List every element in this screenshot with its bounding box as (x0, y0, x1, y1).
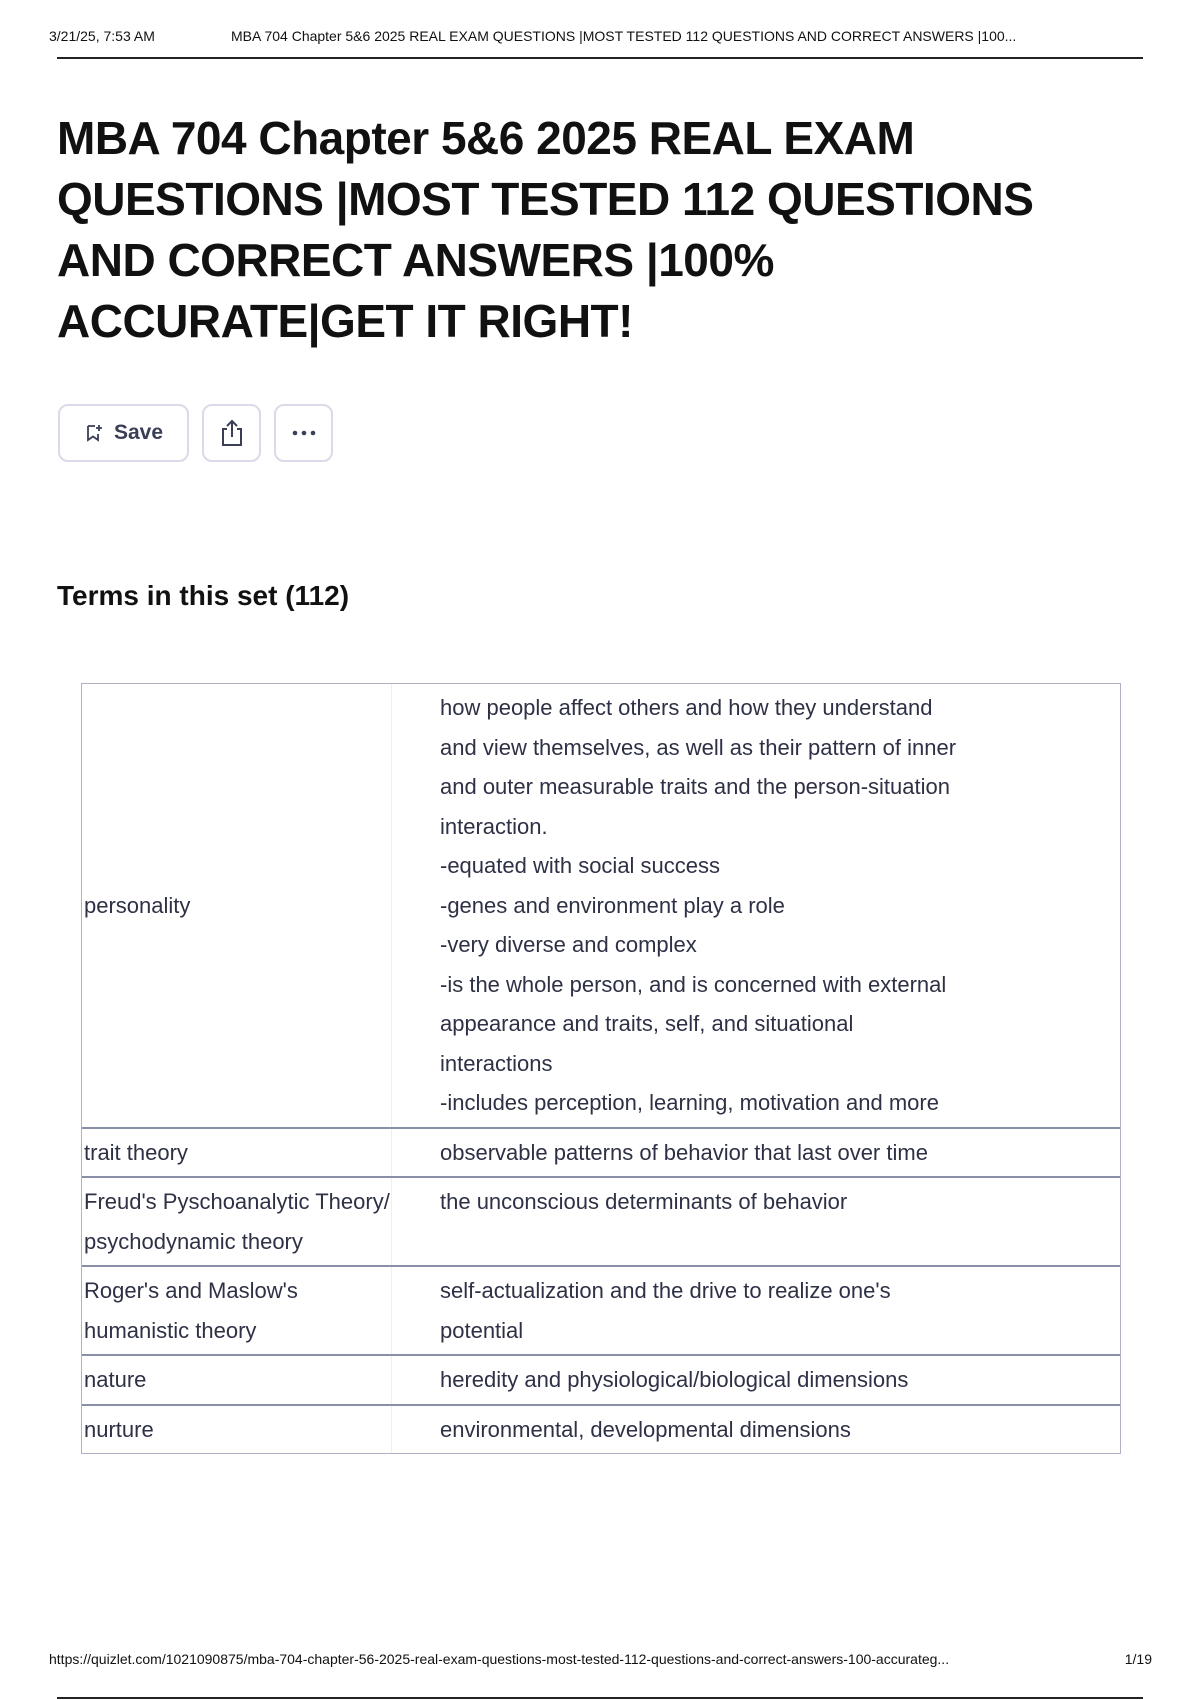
share-icon (218, 418, 246, 448)
definition-line: self-actualization and the drive to realize one's (440, 1278, 891, 1303)
save-button-label: Save (113, 421, 164, 444)
definition-line: appearance and traits, self, and situational (440, 1011, 854, 1036)
term-definition (392, 1356, 1120, 1404)
more-options-icon (290, 429, 318, 437)
footer-divider (57, 1697, 1143, 1699)
terms-heading: Terms in this set (112) (57, 580, 350, 611)
print-datetime: 3/21/25, 7:53 AM (49, 28, 155, 44)
term-row (82, 1129, 1120, 1179)
definition-line: observable patterns of behavior that last over time (440, 1139, 928, 1165)
term-row (82, 1356, 1120, 1406)
term-word: Freud's Pyschoanalytic Theory/ psychodynamic theory (82, 1178, 392, 1265)
definition-line: potential (440, 1317, 524, 1343)
term-word: trait theory (82, 1129, 392, 1177)
definition-line: heredity and physiological/biological dimensions (440, 1367, 909, 1392)
definition-line: the unconscious determinants of behavior (440, 1189, 848, 1214)
definition-line: interaction. (440, 813, 548, 839)
term-word: Roger's and Maslow's humanistic theory (82, 1267, 392, 1354)
term-row (82, 1406, 1120, 1454)
term-row (82, 1267, 1120, 1356)
definition-line: and outer measurable traits and the person-situation (440, 774, 950, 799)
action-toolbar (58, 404, 333, 462)
print-header (49, 28, 1142, 44)
definition-line: -includes perception, learning, motivation and more (440, 1090, 939, 1115)
term-word: nature (82, 1356, 392, 1404)
more-options-button[interactable] (274, 404, 333, 462)
term-definition (392, 1178, 1120, 1265)
term-word: personality (82, 684, 392, 1127)
share-button[interactable] (202, 404, 261, 462)
bookmark-add-icon (84, 423, 104, 443)
definition-line: -genes and environment play a role (440, 892, 785, 918)
definition-line: environmental, developmental dimensions (440, 1416, 851, 1442)
term-definition (392, 1267, 1120, 1354)
definition-line: interactions (440, 1050, 553, 1076)
term-row (82, 684, 1120, 1129)
definition-line: how people affect others and how they understand (440, 695, 933, 720)
term-row (82, 1178, 1120, 1267)
definition-line: -is the whole person, and is concerned with external (440, 971, 947, 997)
term-word: nurture (82, 1406, 392, 1454)
definition-line: -very diverse and complex (440, 932, 697, 957)
header-divider (57, 57, 1143, 59)
page-title: MBA 704 Chapter 5&6 2025 REAL EXAM QUESTIONS |MOST TESTED 112 QUESTIONS AND CORRECT ANSWERS |100% ACCURATE|GET IT RIGHT! (57, 112, 1034, 347)
save-button[interactable] (58, 404, 189, 462)
print-doc-title: MBA 704 Chapter 5&6 2025 REAL EXAM QUESTIONS |MOST TESTED 112 QUESTIONS AND CORRECT ANSWERS |100... (231, 28, 1017, 44)
term-definition (392, 1129, 1120, 1177)
definition-line: -equated with social success (440, 853, 721, 878)
term-definition (392, 684, 1120, 1127)
page-url: https://quizlet.com/1021090875/mba-704-chapter-56-2025-real-exam-questions-most-tested-112-questions-and-correct-answers-100-accurateg... (49, 1651, 950, 1667)
page-indicator: 1/19 (1124, 1651, 1152, 1667)
terms-table (81, 683, 1121, 1454)
print-footer (49, 1651, 1152, 1667)
term-definition (392, 1406, 1120, 1454)
definition-line: and view themselves, as well as their pattern of inner (440, 734, 957, 760)
